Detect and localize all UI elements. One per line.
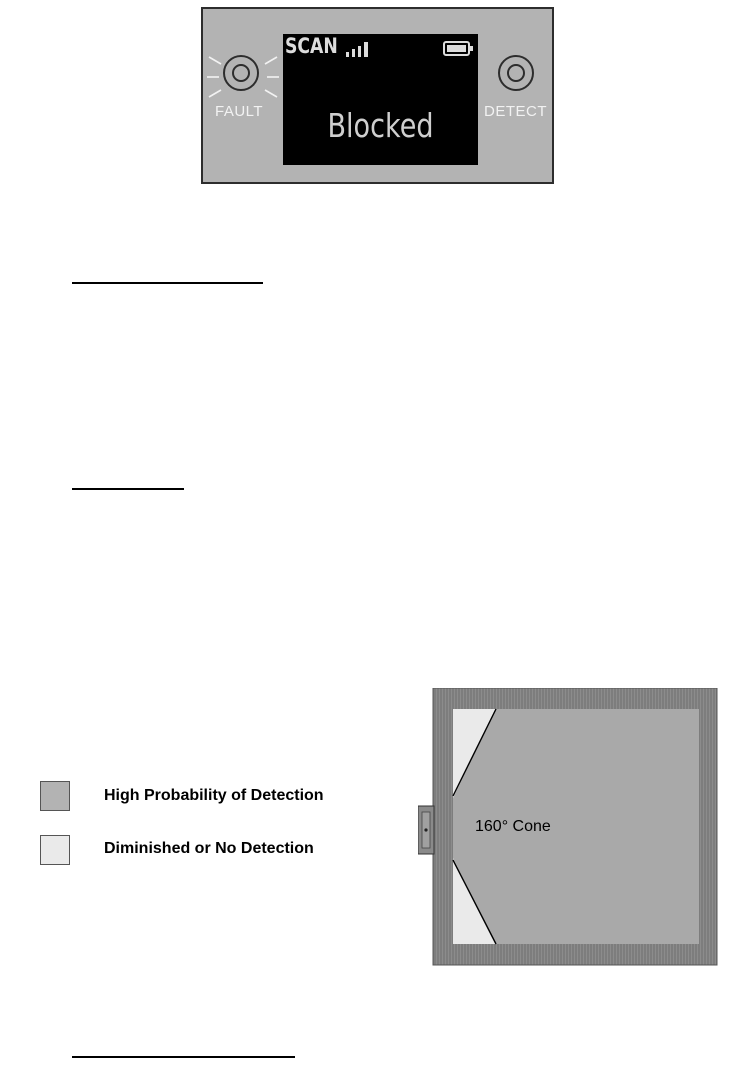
sensor-icon bbox=[418, 806, 434, 854]
fault-label: FAULT bbox=[215, 103, 264, 120]
status-mode: SCAN bbox=[285, 34, 338, 58]
legend-swatch-high bbox=[40, 781, 70, 811]
heading-underline bbox=[72, 282, 263, 284]
heading-underline bbox=[72, 488, 184, 490]
legend-label-none: Diminished or No Detection bbox=[104, 840, 314, 857]
detect-label: DETECT bbox=[484, 103, 547, 120]
room-floorplan bbox=[418, 688, 718, 966]
status-message: Blocked bbox=[327, 106, 434, 145]
display-screen bbox=[283, 34, 478, 165]
heading-underline bbox=[72, 1056, 295, 1058]
legend-label-high: High Probability of Detection bbox=[104, 787, 324, 804]
coverage-diagram bbox=[418, 688, 718, 966]
legend-swatch-none bbox=[40, 835, 70, 865]
device-panel bbox=[201, 7, 554, 184]
cone-label: 160° Cone bbox=[475, 818, 551, 835]
battery-icon bbox=[443, 40, 475, 58]
fault-led-icon bbox=[223, 55, 259, 91]
signal-bars-icon bbox=[345, 39, 377, 59]
detect-led-icon bbox=[498, 55, 534, 91]
